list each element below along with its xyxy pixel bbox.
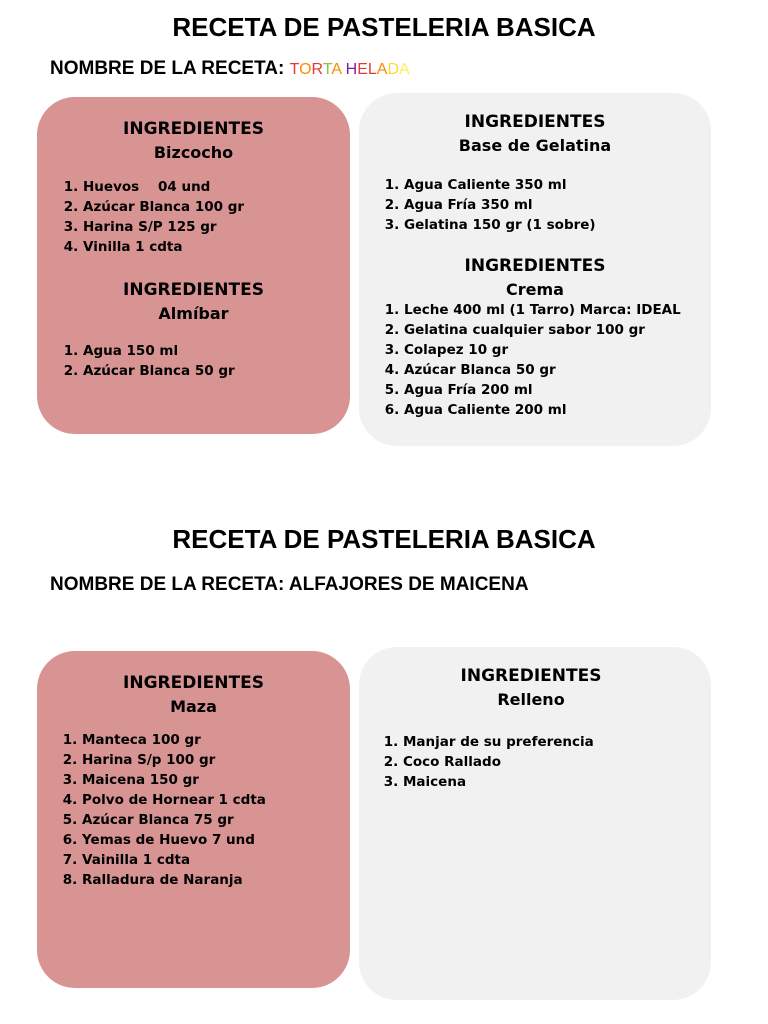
list-item: 2. Coco Rallado [403, 752, 711, 772]
recipe-name-letter: T [289, 61, 300, 78]
section-subheading: Almíbar [158, 304, 229, 323]
list-item: 2. Harina S/p 100 gr [82, 750, 350, 770]
recipe-name-letter: T [322, 61, 332, 78]
section-subheading: Relleno [497, 690, 565, 709]
recipe-name-letter: H [345, 61, 358, 78]
recipe-name-letter: D [387, 61, 400, 78]
recipe-name-letter: A [376, 61, 388, 78]
list-item: 5. Agua Fría 200 ml [404, 380, 711, 400]
section-heading: INGREDIENTES [464, 112, 606, 132]
recipe-name-letter: O [299, 61, 312, 78]
list-item: 2. Gelatina cualquier sabor 100 gr [404, 320, 711, 340]
section-maza [37, 671, 350, 890]
list-item: 8. Ralladura de Naranja [82, 870, 350, 890]
ingredient-list [359, 175, 711, 235]
list-item: 1. Manjar de su preferencia [403, 732, 711, 752]
list-item: 2. Azúcar Blanca 100 gr [83, 197, 350, 217]
recipe-name-2: NOMBRE DE LA RECETA: ALFAJORES DE MAICENA [50, 574, 529, 595]
list-item: 4. Polvo de Hornear 1 cdta [82, 790, 350, 810]
list-item: 1. Agua 150 ml [83, 341, 350, 361]
section-subheading: Maza [170, 697, 217, 716]
recipe-name-letter: R [311, 61, 323, 78]
list-item: 6. Agua Caliente 200 ml [404, 400, 711, 420]
section-crema [359, 254, 711, 420]
list-item: 6. Yemas de Huevo 7 und [82, 830, 350, 850]
list-item: 2. Azúcar Blanca 50 gr [83, 361, 350, 381]
list-item: 1. Agua Caliente 350 ml [404, 175, 711, 195]
section-subheading: Bizcocho [153, 143, 234, 162]
list-item: 1. Leche 400 ml (1 Tarro) Marca: IDEAL [404, 300, 711, 320]
section-subheading: Crema [506, 280, 564, 299]
list-item: 1. Huevos 04 und [83, 177, 350, 197]
list-item: 4. Azúcar Blanca 50 gr [404, 360, 711, 380]
section-base-gelatina [359, 110, 711, 235]
section-bizcocho [37, 117, 350, 257]
list-item: 5. Azúcar Blanca 75 gr [82, 810, 350, 830]
ingredient-list [37, 177, 350, 257]
list-item: 2. Agua Fría 350 ml [404, 195, 711, 215]
section-heading: INGREDIENTES [123, 119, 264, 139]
recipe-name-letter: A [331, 61, 342, 78]
recipe-name-label: NOMBRE DE LA RECETA: [50, 58, 285, 79]
ingredients-card-maza [37, 651, 350, 988]
recipe-name-letter: E [357, 61, 368, 78]
section-almibar [37, 278, 350, 381]
list-item: 3. Harina S/P 125 gr [83, 217, 350, 237]
page-title-2: RECETA DE PASTELERIA BASICA [172, 524, 596, 554]
section-heading: INGREDIENTES [464, 256, 606, 276]
ingredients-card-bizcocho-almibar [37, 97, 350, 434]
section-heading: INGREDIENTES [123, 280, 264, 300]
section-heading: INGREDIENTES [123, 673, 264, 693]
page-title-1: RECETA DE PASTELERIA BASICA [172, 12, 596, 42]
list-item: 3. Maicena [403, 772, 711, 792]
list-item: 1. Manteca 100 gr [82, 730, 350, 750]
list-item: 7. Vainilla 1 cdta [82, 850, 350, 870]
list-item: 3. Colapez 10 gr [404, 340, 711, 360]
ingredients-card-relleno [359, 647, 711, 1000]
ingredient-list [359, 300, 711, 420]
recipe-name-letter: A [399, 61, 410, 78]
ingredient-list [37, 341, 350, 381]
list-item: 3. Maicena 150 gr [82, 770, 350, 790]
section-subheading: Base de Gelatina [458, 136, 612, 155]
recipe-name-letter: L [367, 61, 377, 78]
section-relleno [359, 664, 711, 792]
list-item: 3. Gelatina 150 gr (1 sobre) [404, 215, 711, 235]
ingredient-list [37, 730, 350, 890]
section-heading: INGREDIENTES [460, 666, 602, 686]
ingredient-list [359, 732, 711, 792]
list-item: 4. Vinilla 1 cdta [83, 237, 350, 257]
recipe-name-1 [50, 58, 410, 80]
recipe-name-value [290, 58, 410, 79]
ingredients-card-gelatina-crema [359, 93, 711, 446]
